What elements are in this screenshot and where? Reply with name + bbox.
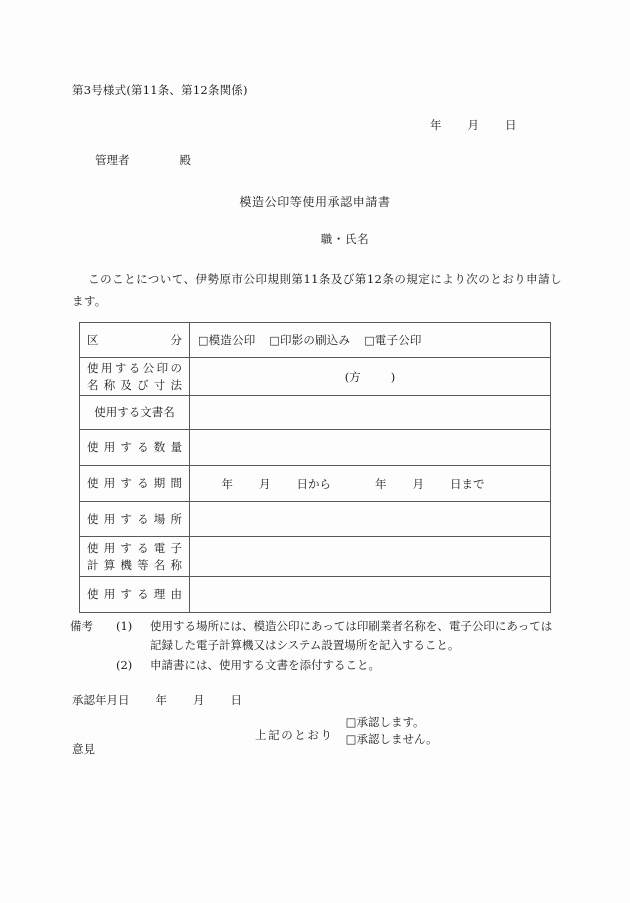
row-label-category: 区分 <box>80 323 190 358</box>
notes-item-number: (2) <box>116 658 133 672</box>
notes-item-number: (1) <box>116 619 133 633</box>
row-value-document-name[interactable] <box>190 396 551 430</box>
row-label-computer-name: 使用する電子 計算機等名称 <box>80 537 190 577</box>
notes-item-1 <box>70 617 570 636</box>
row-label-quantity: 使用する数量 <box>80 430 190 466</box>
approval-statement <box>255 714 438 748</box>
addressee-honorific: 殿 <box>179 153 191 167</box>
notes-item-text: 使用する場所には、模造公印にあっては印刷業者名称を、電子公印にあっては <box>150 619 553 633</box>
checkbox-option-printed-impression[interactable] <box>269 332 350 348</box>
period-to-month: 月 <box>412 476 424 491</box>
row-label-place: 使用する場所 <box>80 502 190 537</box>
row-label-period: 使用する期間 <box>80 466 190 502</box>
approval-options-group <box>346 714 438 748</box>
header-date-month: 月 <box>467 118 479 132</box>
form-number: 第3号様式(第11条、第12条関係) <box>72 83 248 97</box>
approval-option-reject[interactable]: □承認しません。 <box>345 732 438 746</box>
approval-date-year: 年 <box>155 693 167 707</box>
table-row <box>80 577 551 613</box>
notes-label: 備考 <box>70 619 93 633</box>
header-date-line <box>430 117 517 133</box>
checkbox-label: 印影の刷込み <box>280 333 351 347</box>
approval-date-label: 承認年月日 <box>72 693 130 707</box>
checkbox-option-electronic-seal[interactable] <box>364 332 421 348</box>
row-value-reason[interactable] <box>190 577 551 613</box>
checkbox-option-replica-seal[interactable] <box>198 332 255 348</box>
row-label-reason: 使用する理由 <box>80 577 190 613</box>
row-value-place[interactable] <box>190 502 551 537</box>
notes-item-2 <box>70 656 570 675</box>
table-row <box>80 323 551 358</box>
checkbox-icon[interactable]: □ <box>364 334 375 347</box>
checkbox-icon[interactable]: □ <box>269 334 280 347</box>
opinion-label: 意見 <box>72 742 95 756</box>
approval-date-month: 月 <box>193 693 205 707</box>
row-value-category <box>190 323 551 358</box>
approval-date-line <box>72 692 242 708</box>
notes-item-1-continuation: 記録した電子計算機又はシステム設置場所を記入すること。 <box>150 638 460 652</box>
notes-section <box>70 617 570 675</box>
period-to-year: 年 <box>375 476 387 491</box>
table-row <box>80 358 551 396</box>
seal-size-prefix: (方 <box>344 369 361 384</box>
page-title: 模造公印等使用承認申請書 <box>239 195 391 209</box>
period-date-fields <box>198 476 542 492</box>
table-row <box>80 430 551 466</box>
row-value-period[interactable] <box>190 466 551 502</box>
row-value-computer-name[interactable] <box>190 537 551 577</box>
seal-size-suffix: ) <box>390 369 396 384</box>
intro-paragraph <box>72 268 562 312</box>
table-row <box>80 502 551 537</box>
category-checkbox-group <box>198 332 542 348</box>
row-value-seal-name-size[interactable] <box>190 358 551 396</box>
approval-statement-label: 上記のとおり <box>255 728 334 742</box>
table-row <box>80 466 551 502</box>
checkbox-label: 模造公印 <box>208 333 256 347</box>
seal-size-hint <box>198 369 542 385</box>
notes-item-text: 申請書には、使用する文書を添付すること。 <box>150 658 380 672</box>
application-table <box>79 322 551 613</box>
approval-option-approve[interactable]: □承認します。 <box>345 715 425 729</box>
addressee <box>95 152 191 168</box>
checkbox-icon[interactable]: □ <box>198 334 209 347</box>
period-from-day: 日から <box>296 476 331 491</box>
table-row <box>80 396 551 430</box>
table-row <box>80 537 551 577</box>
header-date-year: 年 <box>430 118 442 132</box>
applicant-signature-label: 職・氏名 <box>320 232 370 246</box>
approval-date-day: 日 <box>230 693 242 707</box>
period-from-month: 月 <box>259 476 271 491</box>
header-date-day: 日 <box>505 118 517 132</box>
row-label-document-name: 使用する文書名 <box>80 396 190 430</box>
row-label-seal-name-size: 使用する公印の 名称及び寸法 <box>80 358 190 396</box>
row-value-quantity[interactable] <box>190 430 551 466</box>
checkbox-label: 電子公印 <box>374 333 422 347</box>
intro-paragraph-text: このことについて、伊勢原市公印規則第11条及び第12条の規定により次のとおり申請します。 <box>72 272 562 308</box>
addressee-role: 管理者 <box>95 153 130 167</box>
period-from-year: 年 <box>221 476 233 491</box>
period-to-day: 日まで <box>450 476 485 491</box>
